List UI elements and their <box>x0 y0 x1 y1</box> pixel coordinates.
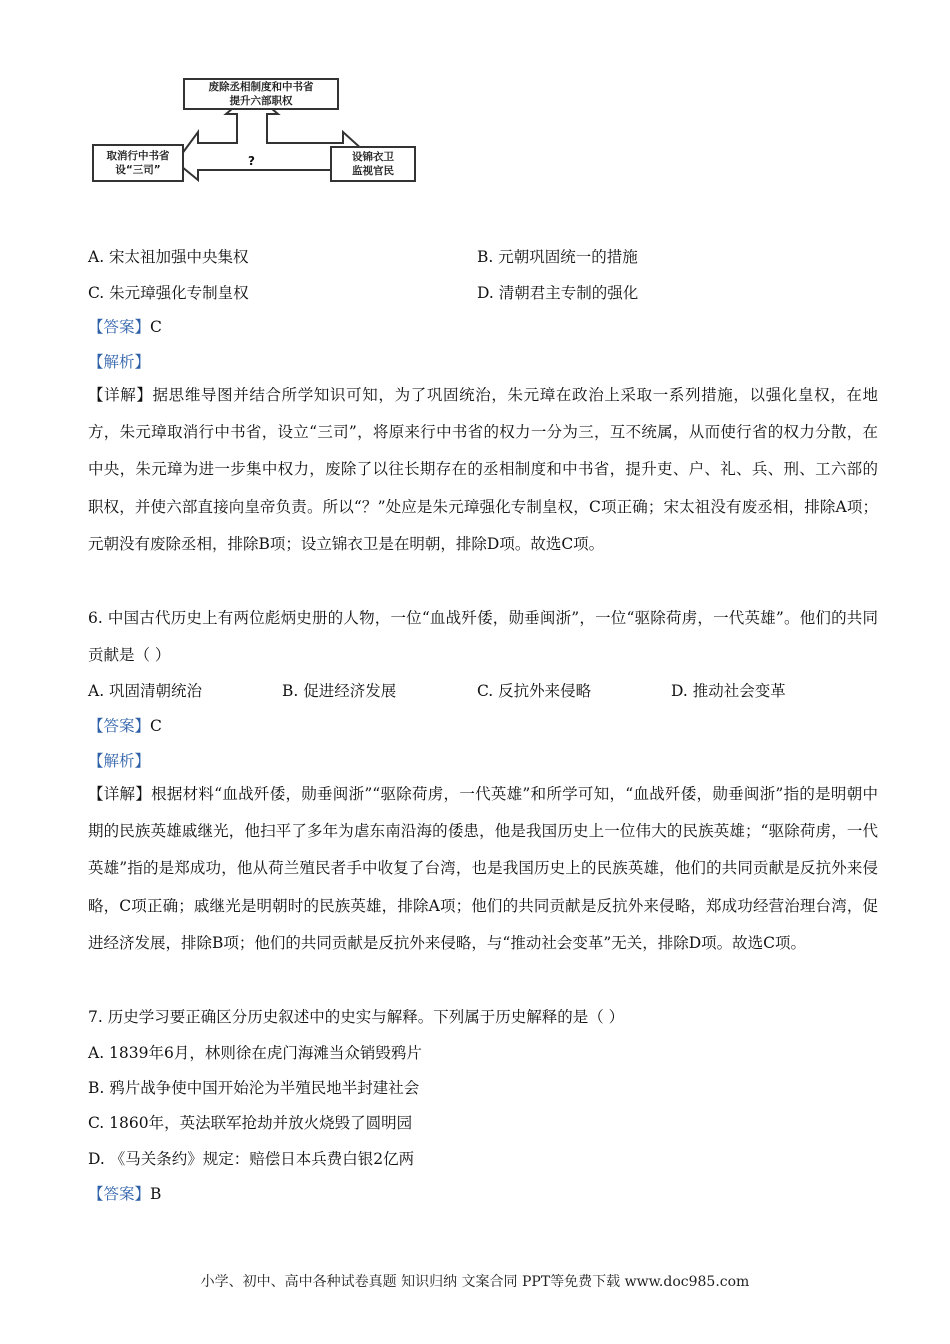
answer-tag: 【答案】 <box>88 1185 151 1203</box>
mind-map-diagram <box>88 70 418 190</box>
detail-tag: 【详解】 <box>88 785 152 803</box>
q7-option-b: B. 鸦片战争使中国开始沦为半殖民地半封建社会 <box>88 1079 420 1097</box>
detail-tag: 【详解】 <box>88 386 153 404</box>
q6-detail <box>88 776 878 962</box>
right-box-line2: 监视官民 <box>352 165 394 177</box>
answer-tag: 【答案】 <box>88 318 151 336</box>
top-box-line1: 废除丞相制度和中书省 <box>208 81 314 93</box>
q7-stem: 7. 历史学习要正确区分历史叙述中的史实与解释。下列属于历史解释的是（ ） <box>88 1008 625 1026</box>
q5-option-b: B. 元朝巩固统一的措施 <box>477 248 638 266</box>
q6-stem: 6. 中国古代历史上有两位彪炳史册的人物，一位“血战歼倭，勋垂闽浙”，一位“驱除荷虏，一代英雄”。他们的共同贡献是（ ） <box>88 609 878 665</box>
q7-answer <box>88 1182 161 1204</box>
q5-option-d: D. 清朝君主专制的强化 <box>477 284 639 302</box>
q5-option-c: C. 朱元璋强化专制皇权 <box>88 284 249 302</box>
left-box <box>92 144 184 182</box>
left-box-line2: 设“三司” <box>115 164 161 176</box>
answer-value: C <box>150 318 162 336</box>
q7-option-a: A. 1839年6月，林则徐在虎门海滩当众销毁鸦片 <box>88 1044 422 1062</box>
left-box-line1: 取消行中书省 <box>106 150 170 162</box>
q6-answer <box>88 714 162 736</box>
top-box-line2: 提升六部职权 <box>229 95 293 107</box>
top-box <box>183 78 339 110</box>
detail-text: 根据材料“血战歼倭，勋垂闽浙”“驱除荷虏，一代英雄”和所学可知，“血战歼倭，勋垂闽浙”指的是明朝中期的民族英雄戚继光，他扫平了多年为虐东南沿海的倭患，他是我国历史上一位伟大的民族英雄；“驱除荷虏，一代英雄”指的是郑成功，他从荷兰殖民者手中收复了台湾，也是我国历史上的民族英雄，他们的共同贡献是反抗外来侵略，C项正确；戚继光是明朝时的民族英雄，排除A项；他们的共同贡献是反抗外来侵略，郑成功经营治理台湾，促进经济发展，排除B项；他们的共同贡献是反抗外来侵略，与“推动社会变革”无关，排除D项。故选C项。 <box>88 785 878 952</box>
q5-answer <box>88 315 162 337</box>
q5-analysis-tag: 【解析】 <box>88 353 151 371</box>
page-footer: 小学、初中、高中各种试卷真题 知识归纳 文案合同 PPT等免费下载 www.doc985.com <box>200 1274 750 1290</box>
q6-analysis-tag: 【解析】 <box>88 752 151 770</box>
q5-option-a: A. 宋太祖加强中央集权 <box>88 248 249 266</box>
right-box-line1: 设锦衣卫 <box>352 151 394 163</box>
q6-option-c: C. 反抗外来侵略 <box>477 682 592 700</box>
question-mark: ? <box>248 154 255 168</box>
answer-value: C <box>150 717 162 735</box>
q6-option-a: A. 巩固清朝统治 <box>88 682 203 700</box>
q5-detail <box>88 377 878 563</box>
right-box <box>330 146 416 182</box>
answer-tag: 【答案】 <box>88 717 151 735</box>
q6-option-d: D. 推动社会变革 <box>671 682 786 700</box>
q7-option-c: C. 1860年，英法联军抢劫并放火烧毁了圆明园 <box>88 1114 413 1132</box>
detail-text: 据思维导图并结合所学知识可知，为了巩固统治，朱元璋在政治上采取一系列措施，以强化皇权，在地方，朱元璋取消行中书省，设立“三司”，将原来行中书省的权力一分为三，互不统属，从而使行省的权力分散，在中央，朱元璋为进一步集中权力，废除了以往长期存在的丞相制度和中书省，提升吏、户、礼、兵、刑、工六部的职权，并使六部直接向皇帝负责。所以“？”处应是朱元璋强化专制皇权，C项正确；宋太祖没有废丞相，排除A项；元朝没有废除丞相，排除B项；设立锦衣卫是在明朝，排除D项。故选C项。 <box>88 386 878 553</box>
answer-value: B <box>150 1185 162 1203</box>
q6-option-b: B. 促进经济发展 <box>282 682 397 700</box>
q7-option-d: D. 《马关条约》规定：赔偿日本兵费白银2亿两 <box>88 1150 415 1168</box>
